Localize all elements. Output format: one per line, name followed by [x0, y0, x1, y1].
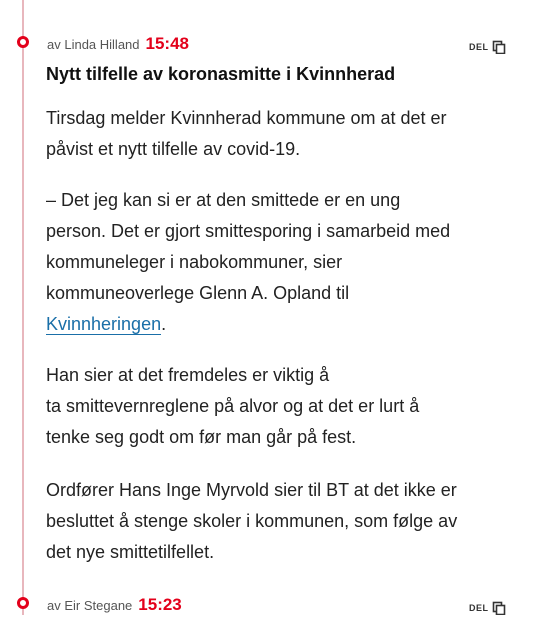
share-button[interactable] [469, 40, 506, 54]
copy-icon [492, 601, 506, 615]
text-line: person. Det er gjort smittesporing i samarbeid med [46, 221, 451, 241]
timeline-dot-icon [17, 597, 29, 609]
text-line: – Det jeg kan si er at den smittede er en ung [46, 190, 401, 210]
text-line: ta smittevernreglene på alvor og at det er lurt å [46, 396, 420, 416]
text-line: Ordfører Hans Inge Myrvold sier til BT at det ikke er [46, 480, 457, 500]
text-line: kommuneleger i nabokommuner, sier [46, 252, 343, 272]
kvinnheringen-link[interactable]: Kvinnheringen [46, 314, 162, 334]
body-paragraph [46, 475, 516, 568]
share-button[interactable] [469, 601, 506, 615]
text-line: tenke seg godt om før man går på fest. [46, 427, 357, 447]
entry-meta [47, 33, 189, 56]
text-line: besluttet å stenge skoler i kommunen, som følge av [46, 511, 458, 531]
text-punctuation: . [161, 314, 167, 334]
post-title: Nytt tilfelle av koronasmitte i Kvinnherad [46, 64, 396, 84]
text-line: kommuneoverlege Glenn A. Opland til [46, 283, 350, 303]
text-line: det nye smittetilfellet. [46, 542, 215, 562]
share-label: DEL [469, 603, 489, 613]
timeline-line [22, 0, 24, 615]
body-paragraph [46, 360, 516, 453]
copy-icon [492, 40, 506, 54]
timeline-dot-icon [17, 36, 29, 48]
quote-paragraph [46, 185, 516, 340]
text-line: Han sier at det fremdeles er viktig å [46, 365, 330, 385]
text-line: Tirsdag melder Kvinnherad kommune om at det er [46, 108, 447, 128]
entry-meta [47, 594, 182, 617]
text-line: påvist et nytt tilfelle av covid-19. [46, 139, 301, 159]
share-label: DEL [469, 42, 489, 52]
entry-time: 15:23 [138, 595, 182, 614]
entry-author: av Linda Hilland [47, 37, 140, 52]
entry-time: 15:48 [145, 34, 189, 53]
body-paragraph [46, 103, 516, 165]
entry-author: av Eir Stegane [47, 598, 133, 613]
